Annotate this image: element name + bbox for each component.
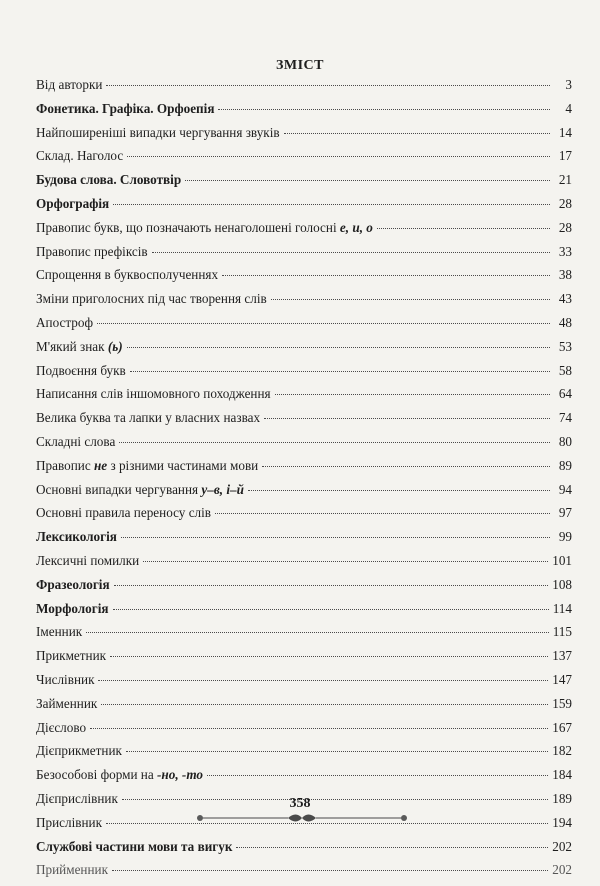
toc-entry-page: 114 — [552, 600, 572, 616]
page-number: 358 — [289, 796, 311, 811]
toc-entry — [36, 505, 572, 529]
toc-entry — [36, 339, 572, 363]
toc-entry — [36, 291, 572, 315]
toc-entry-label: Дієслово — [36, 719, 87, 735]
toc-entry-label: Правопис не з різними частинами мови — [36, 457, 259, 473]
toc-entry-label: Склад. Наголос — [36, 148, 124, 164]
toc-entry-label: Від авторки — [36, 77, 103, 92]
toc-entry-page: 48 — [558, 314, 572, 330]
toc-leader-dots — [218, 109, 550, 110]
toc-entry-label: Морфологія — [36, 600, 109, 616]
toc-entry — [36, 172, 572, 196]
toc-entry-page: 147 — [552, 671, 572, 687]
toc-entry-label: Апостроф — [36, 314, 94, 330]
toc-leader-dots — [98, 680, 548, 681]
page-title: ЗМІСТ — [276, 58, 324, 73]
toc-entry — [36, 410, 572, 434]
toc-entry — [36, 672, 572, 696]
toc-leader-dots — [215, 513, 550, 514]
toc-entry — [36, 434, 572, 458]
toc-leader-dots — [130, 371, 550, 372]
toc-entry-page: 33 — [558, 243, 572, 259]
toc-entry-page: 80 — [558, 433, 572, 449]
toc-entry-page: 3 — [565, 77, 572, 92]
toc-entry-page: 202 — [552, 838, 572, 854]
toc-leader-dots — [110, 656, 548, 657]
toc-entry-page: 189 — [552, 790, 572, 806]
toc-entry-page: 202 — [552, 862, 572, 878]
toc-entry-page: 21 — [558, 172, 572, 188]
toc-entry-label: Написання слів іншомовного походження — [36, 386, 271, 402]
toc-entry-page: 89 — [558, 457, 572, 473]
toc-entry-label: Прикметник — [36, 648, 107, 664]
toc-entry — [36, 125, 572, 149]
toc-leader-dots — [377, 228, 550, 229]
toc-entry-label: Спрощення в буквосполученнях — [36, 267, 219, 283]
toc-entry-page: 28 — [558, 195, 572, 211]
toc-leader-dots — [152, 252, 550, 253]
toc-leader-dots — [185, 180, 550, 181]
toc-leader-dots — [262, 466, 550, 467]
toc-leader-dots — [113, 609, 549, 610]
toc-leader-dots — [284, 133, 550, 134]
toc-entry-page: 99 — [558, 529, 572, 545]
footer-ornament-icon — [196, 810, 408, 826]
toc-entry-label: Числівник — [36, 671, 95, 687]
toc-entry-label: Орфографія — [36, 195, 110, 211]
toc-entry-page: 167 — [552, 719, 572, 735]
toc-entry — [36, 220, 572, 244]
toc-entry-label: Найпоширеніші випадки чергування звуків — [36, 124, 280, 140]
toc-entry — [36, 601, 572, 625]
toc-entry-label: Іменник — [36, 624, 83, 640]
toc-leader-dots — [113, 204, 550, 205]
toc-leader-dots — [248, 490, 550, 491]
toc-entry-label: Лексикологія — [36, 529, 117, 545]
page-footer — [0, 796, 600, 836]
toc-entry-page: 58 — [558, 362, 572, 378]
toc-entry-page: 43 — [558, 291, 572, 307]
toc-entry — [36, 77, 572, 101]
toc-leader-dots — [97, 323, 550, 324]
toc-entry-label: Займенник — [36, 695, 98, 711]
toc-leader-dots — [126, 751, 548, 752]
toc-leader-dots — [106, 85, 550, 86]
toc-entry — [36, 529, 572, 553]
toc-entry-page: 28 — [558, 219, 572, 235]
toc-entry-page: 38 — [558, 267, 572, 283]
toc-entry-label: Безособові форми на -но, -то — [36, 767, 204, 783]
toc-entry-label: Основні випадки чергування у–в, і–й — [36, 481, 244, 497]
toc-entry — [36, 767, 572, 791]
toc-entry — [36, 624, 572, 648]
toc-entry-page: 159 — [552, 695, 572, 711]
toc-leader-dots — [143, 561, 548, 562]
toc-entry — [36, 458, 572, 482]
toc-entry — [36, 862, 572, 886]
toc-entry — [36, 577, 572, 601]
toc-entry — [36, 244, 572, 268]
toc-entry-label: Дієприкметник — [36, 743, 122, 759]
toc-entry-label: Прийменник — [36, 862, 109, 878]
toc-entry-page: 108 — [552, 576, 572, 592]
toc-leader-dots — [207, 775, 548, 776]
toc-entry-page: 53 — [558, 338, 572, 354]
toc-entry-label: Подвоєння букв — [36, 362, 126, 378]
toc-entry-label: Велика буква та лапки у власних назвах — [36, 410, 261, 426]
toc-entry-label: Будова слова. Словотвір — [36, 172, 182, 188]
toc-entry-label: Правопис букв, що позначають ненаголошені голосні е, и, о — [36, 219, 373, 235]
toc-entry-page: 64 — [558, 386, 572, 402]
toc-entry — [36, 553, 572, 577]
toc-entry — [36, 315, 572, 339]
toc-entry-label: Правопис префіксів — [36, 243, 148, 259]
toc-entry-page: 94 — [558, 481, 572, 497]
toc-entry-label: М'який знак (ь) — [36, 338, 123, 354]
toc-leader-dots — [86, 632, 549, 633]
toc-entry-page: 194 — [552, 814, 572, 830]
toc-entry — [36, 148, 572, 172]
toc-entry — [36, 720, 572, 744]
toc-entry-page: 14 — [558, 124, 572, 140]
toc-leader-dots — [90, 728, 548, 729]
toc-entry-label: Прислівник — [36, 814, 103, 830]
toc-leader-dots — [114, 585, 549, 586]
toc-entry — [36, 696, 572, 720]
toc-entry-page: 182 — [552, 743, 572, 759]
toc-entry-page: 101 — [552, 552, 572, 568]
toc-entry-page: 17 — [558, 148, 572, 164]
toc-entry-page: 184 — [552, 767, 572, 783]
toc-entry-page: 4 — [565, 100, 572, 116]
toc-entry — [36, 101, 572, 125]
toc-entry — [36, 363, 572, 387]
toc-entry-page: 115 — [552, 624, 572, 640]
table-of-contents — [36, 77, 572, 886]
toc-entry-label: Лексичні помилки — [36, 552, 140, 568]
toc-entry — [36, 648, 572, 672]
toc-leader-dots — [121, 537, 550, 538]
toc-entry-label: Основні правила переносу слів — [36, 505, 212, 521]
toc-entry — [36, 482, 572, 506]
toc-leader-dots — [264, 418, 550, 419]
toc-entry — [36, 839, 572, 863]
toc-entry-label: Дієприслівник — [36, 790, 118, 806]
toc-entry-label: Зміни приголосних під час творення слів — [36, 291, 267, 307]
toc-entry-label: Фразеологія — [36, 576, 110, 592]
toc-leader-dots — [127, 156, 550, 157]
toc-entry — [36, 743, 572, 767]
toc-leader-dots — [101, 704, 548, 705]
toc-entry-label: Фонетика. Графіка. Орфоепія — [36, 100, 215, 116]
toc-leader-dots — [275, 394, 550, 395]
toc-entry — [36, 386, 572, 410]
toc-entry — [36, 196, 572, 220]
toc-entry-page: 97 — [558, 505, 572, 521]
toc-entry — [36, 267, 572, 291]
toc-leader-dots — [236, 847, 548, 848]
toc-entry-label: Складні слова — [36, 433, 116, 449]
toc-leader-dots — [271, 299, 550, 300]
toc-entry-label: Службові частини мови та вигук — [36, 838, 233, 854]
toc-entry-page: 137 — [552, 648, 572, 664]
toc-leader-dots — [119, 442, 550, 443]
toc-leader-dots — [127, 347, 550, 348]
toc-leader-dots — [112, 870, 548, 871]
toc-entry-page: 74 — [558, 410, 572, 426]
toc-leader-dots — [222, 275, 550, 276]
